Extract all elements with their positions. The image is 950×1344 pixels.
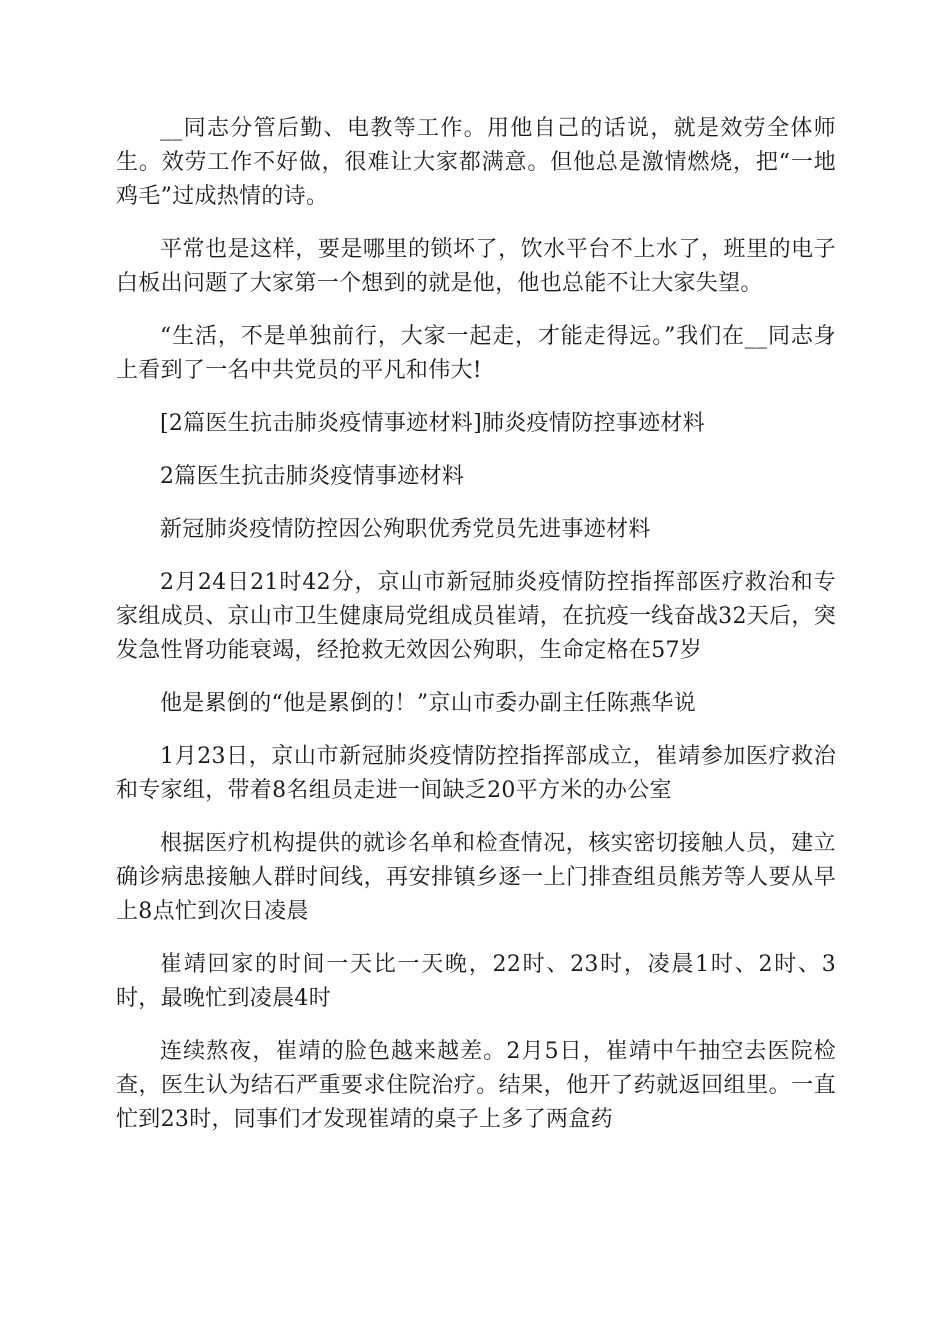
paragraph: 2月24日21时42分，京山市新冠肺炎疫情防控指挥部医疗救治和专家组成员、京山市卫生健康局党组成员崔靖，在抗疫一线奋战32天后，突发急性肾功能衰竭，经抢救无效因公殉职，生命定格在57岁 [116, 570, 836, 663]
document-body [116, 112, 836, 1156]
paragraph: 根据医疗机构提供的就诊名单和检查情况，核实密切接触人员，建立确诊病患接触人群时间线，再安排镇乡逐一上门排查组员熊芳等人要从早上8点忙到次日凌晨 [116, 831, 836, 924]
paragraph: 他是累倒的“他是累倒的！”京山市委办副主任陈燕华说 [160, 691, 696, 716]
paragraph: 2篇医生抗击肺炎疫情事迹材料 [160, 464, 465, 489]
paragraph: [2篇医生抗击肺炎疫情事迹材料]肺炎疫情防控事迹材料 [160, 411, 705, 436]
paragraph: __同志分管后勤、电教等工作。用他自己的话说，就是效劳全体师生。效劳工作不好做，很难让大家都满意。但他总是激情燃烧，把“一地鸡毛”过成热情的诗。 [116, 116, 836, 209]
paragraph: 连续熬夜，崔靖的脸色越来越差。2月5日，崔靖中午抽空去医院检查，医生认为结石严重要求住院治疗。结果，他开了药就返回组里。一直忙到23时，同事们才发现崔靖的桌子上多了两盒药 [116, 1039, 836, 1132]
paragraph: 新冠肺炎疫情防控因公殉职优秀党员先进事迹材料 [160, 517, 651, 542]
paragraph: “生活，不是单独前行，大家一起走，才能走得远。”我们在__同志身上看到了一名中共党员的平凡和伟大! [116, 324, 836, 383]
paragraph: 平常也是这样，要是哪里的锁坏了，饮水平台不上水了，班里的电子白板出问题了大家第一个想到的就是他，他也总能不让大家失望。 [116, 237, 836, 296]
paragraph: 崔靖回家的时间一天比一天晚，22时、23时，凌晨1时、2时、3时，最晚忙到凌晨4时 [116, 952, 836, 1011]
paragraph: 1月23日，京山市新冠肺炎疫情防控指挥部成立，崔靖参加医疗救治和专家组，带着8名组员走进一间缺乏20平方米的办公室 [116, 744, 836, 803]
